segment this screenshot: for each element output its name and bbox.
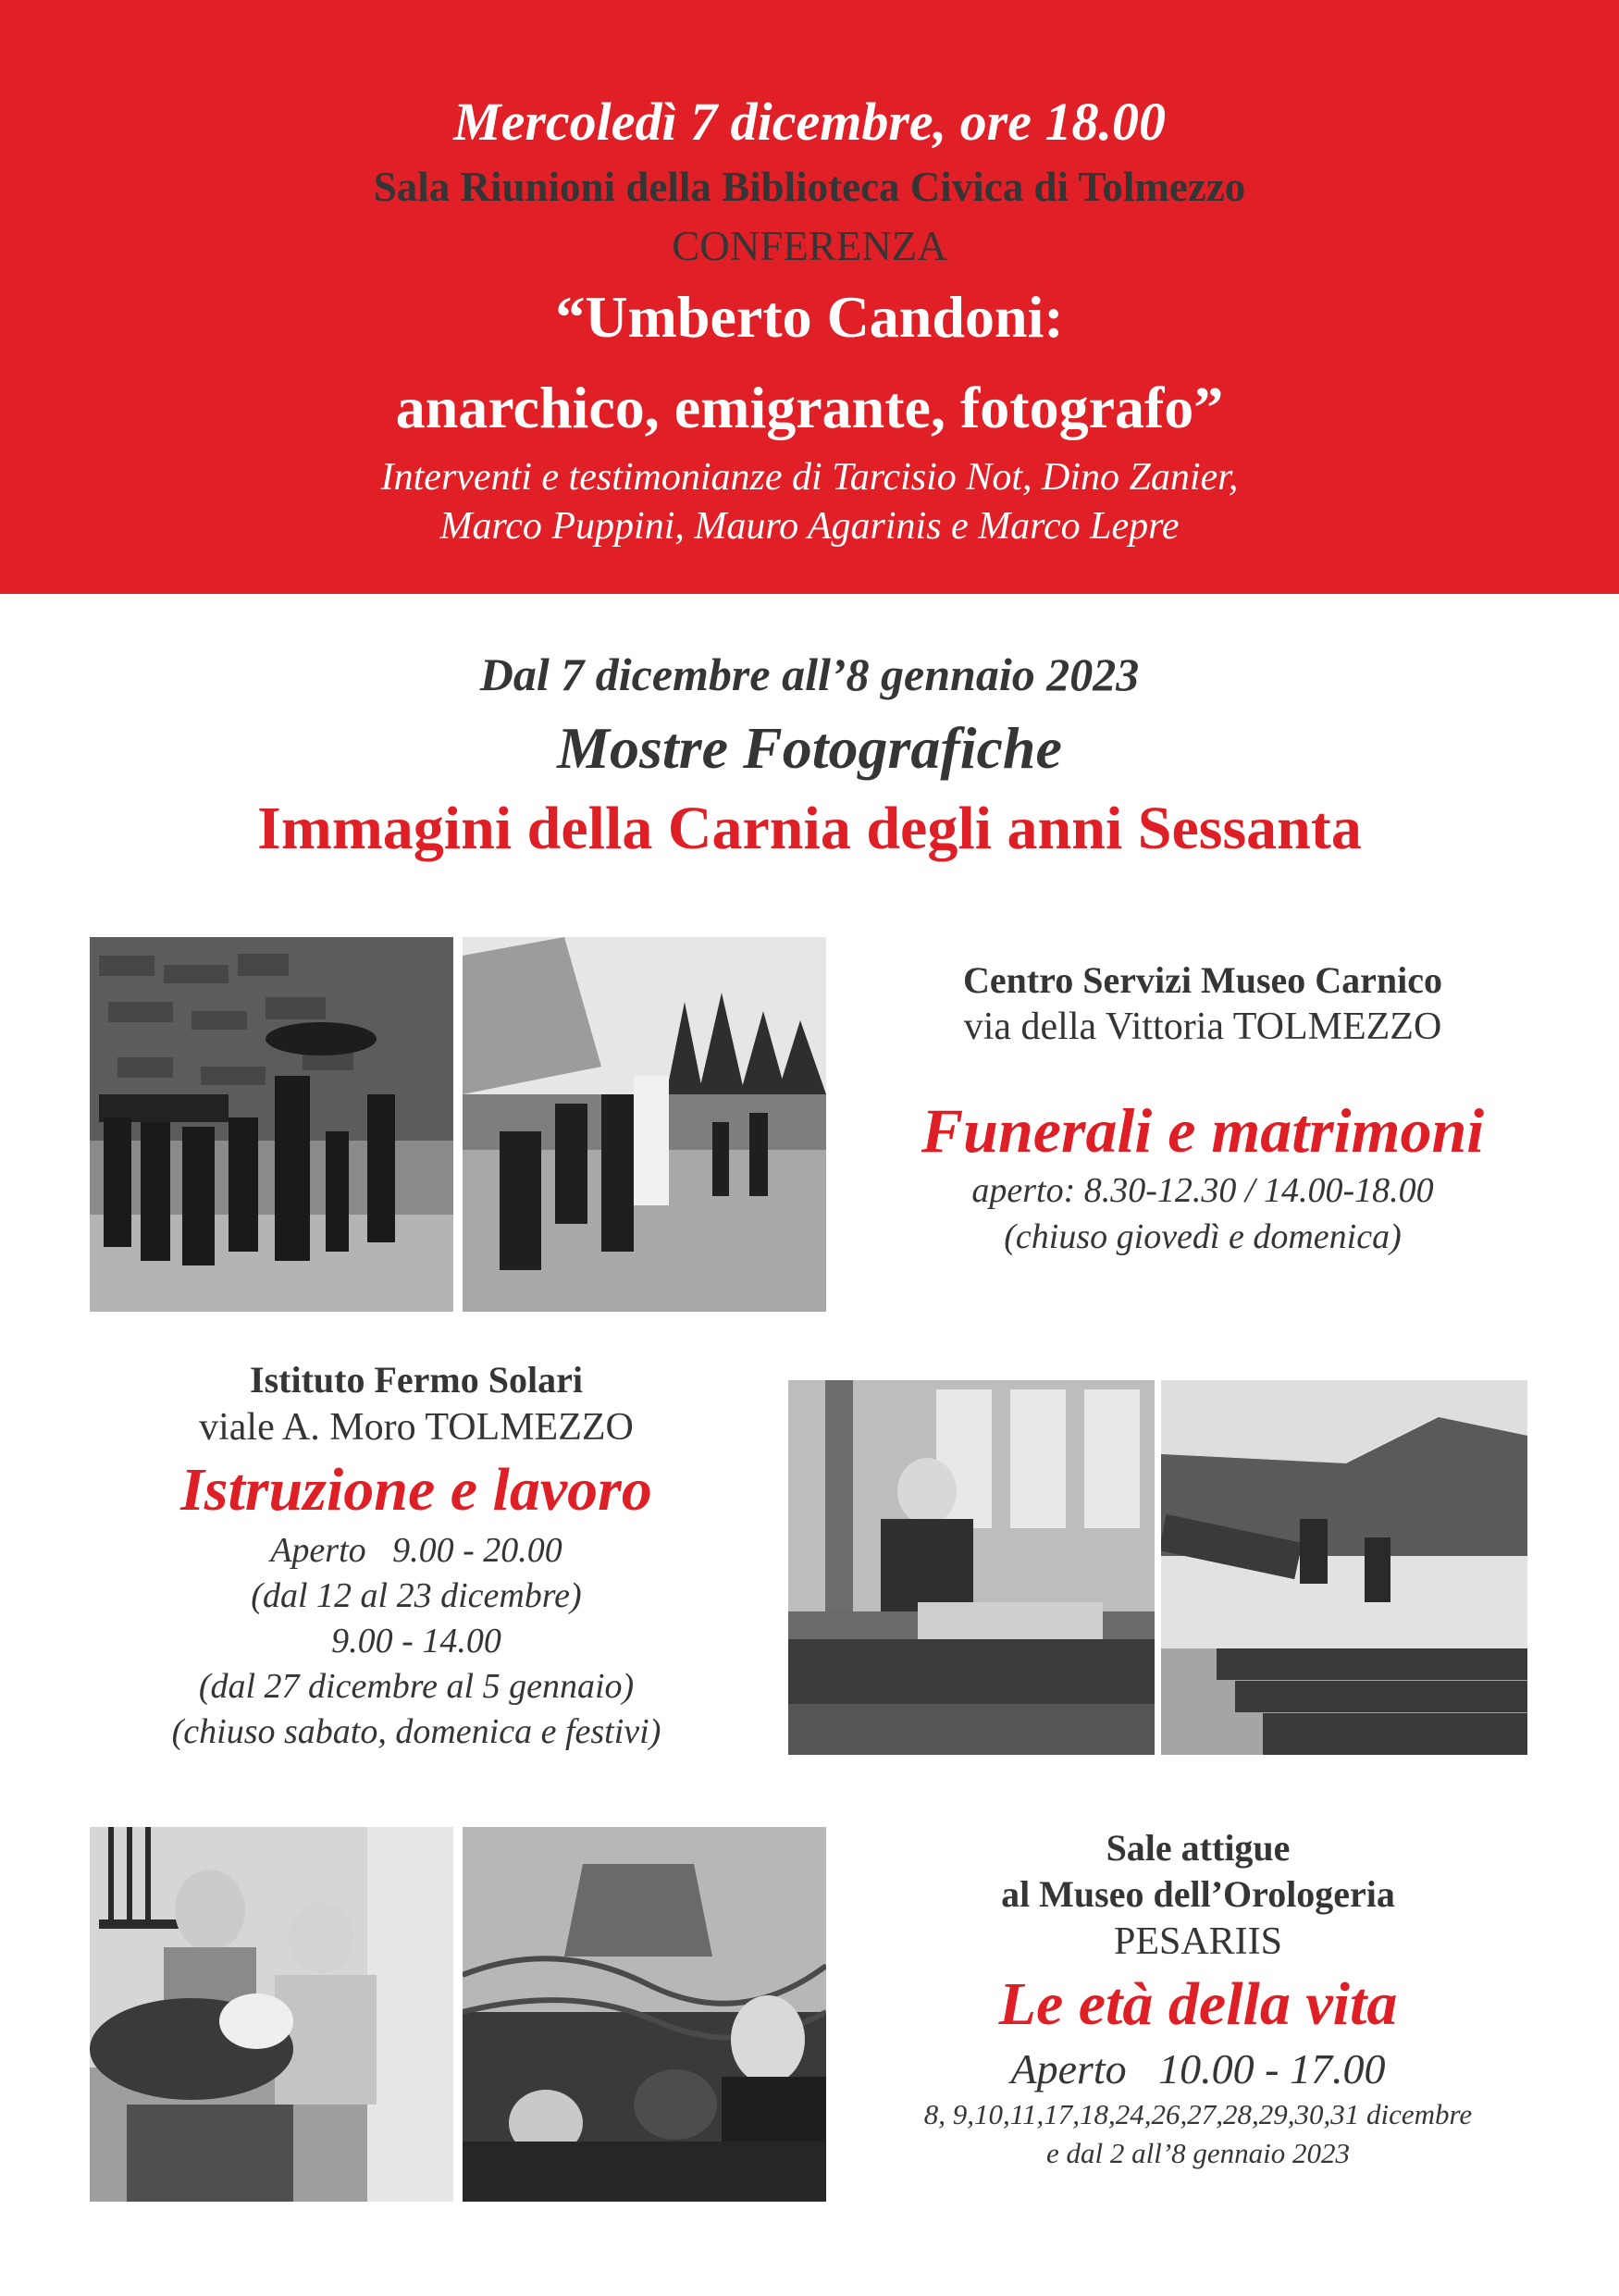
venue-1-hours-1: aperto: 8.30-12.30 / 14.00-18.00 [971, 1171, 1434, 1210]
venue-2-show-title: Istruzione e lavoro [180, 1456, 652, 1524]
conference-title-line1: “Umberto Candoni: [555, 284, 1064, 350]
venue-3-days-line1: 8, 9,10,11,17,18,24,26,27,28,29,30,31 dicembre [923, 2098, 1473, 2130]
venue-3-days-line2: e dal 2 all’8 gennaio 2023 [1045, 2137, 1351, 2169]
venue-2-address: viale A. Moro TOLMEZZO [199, 1406, 634, 1449]
venue-2-hours-2: (dal 12 al 23 dicembre) [251, 1576, 582, 1615]
conference-speakers-line1: Interventi e testimonianze di Tarcisio Not, Dino Zanier, [380, 456, 1239, 499]
venue-2-hours-5: (chiuso sabato, domenica e festivi) [171, 1712, 661, 1751]
venue-3-block [828, 1825, 1568, 2173]
venue-1-block [828, 958, 1577, 1260]
venue-2-hours-4: (dal 27 dicembre al 5 gennaio) [198, 1667, 635, 1706]
venue-2-hours-1: Aperto 9.00 - 20.00 [270, 1531, 562, 1570]
exhibition-title: Immagini della Carnia degli anni Sessanta [257, 795, 1362, 862]
exhibition-dates: Dal 7 dicembre all’8 gennaio 2023 [479, 648, 1140, 700]
funeral-procession-photo [90, 937, 453, 1312]
conference-title-line2: anarchico, emigrante, fotografo” [395, 375, 1224, 440]
venue-3-address: PESARIIS [1113, 1920, 1283, 1963]
venue-1-hours-2: (chiuso giovedì e domenica) [1004, 1217, 1402, 1256]
venue-1-name: Centro Servizi Museo Carnico [962, 959, 1443, 1001]
venue-2-hours-3: 9.00 - 14.00 [331, 1622, 501, 1660]
children-with-badger-photo [90, 1827, 453, 2202]
river-log-driving-photo [1161, 1380, 1527, 1755]
conference-date: Mercoledì 7 dicembre, ore 18.00 [453, 92, 1166, 152]
venue-1-address: via della Vittoria TOLMEZZO [963, 1006, 1442, 1048]
venue-1-show-title: Funerali e matrimoni [921, 1095, 1485, 1166]
conference-speakers-line2: Marco Puppini, Mauro Agarinis e Marco Lepre [439, 505, 1180, 548]
venue-2-block [102, 1358, 731, 1755]
workshop-student-photo [788, 1380, 1155, 1755]
venue-3-show-title: Le età della vita [998, 1970, 1398, 2038]
conference-label: CONFERENZA [672, 223, 947, 269]
wedding-procession-photo [463, 937, 826, 1312]
venue-2-name: Istituto Fermo Solari [250, 1359, 583, 1401]
conference-venue: Sala Riunioni della Biblioteca Civica di Tolmezzo [373, 164, 1246, 210]
venue-3-name-line1: Sale attigue [1106, 1827, 1291, 1869]
exhibition-label: Mostre Fotografiche [557, 715, 1062, 781]
dance-hall-photo [463, 1827, 826, 2202]
venue-3-hours: Aperto 10.00 - 17.00 [1010, 2045, 1386, 2092]
venue-3-name-line2: al Museo dell’Orologeria [1001, 1873, 1395, 1915]
